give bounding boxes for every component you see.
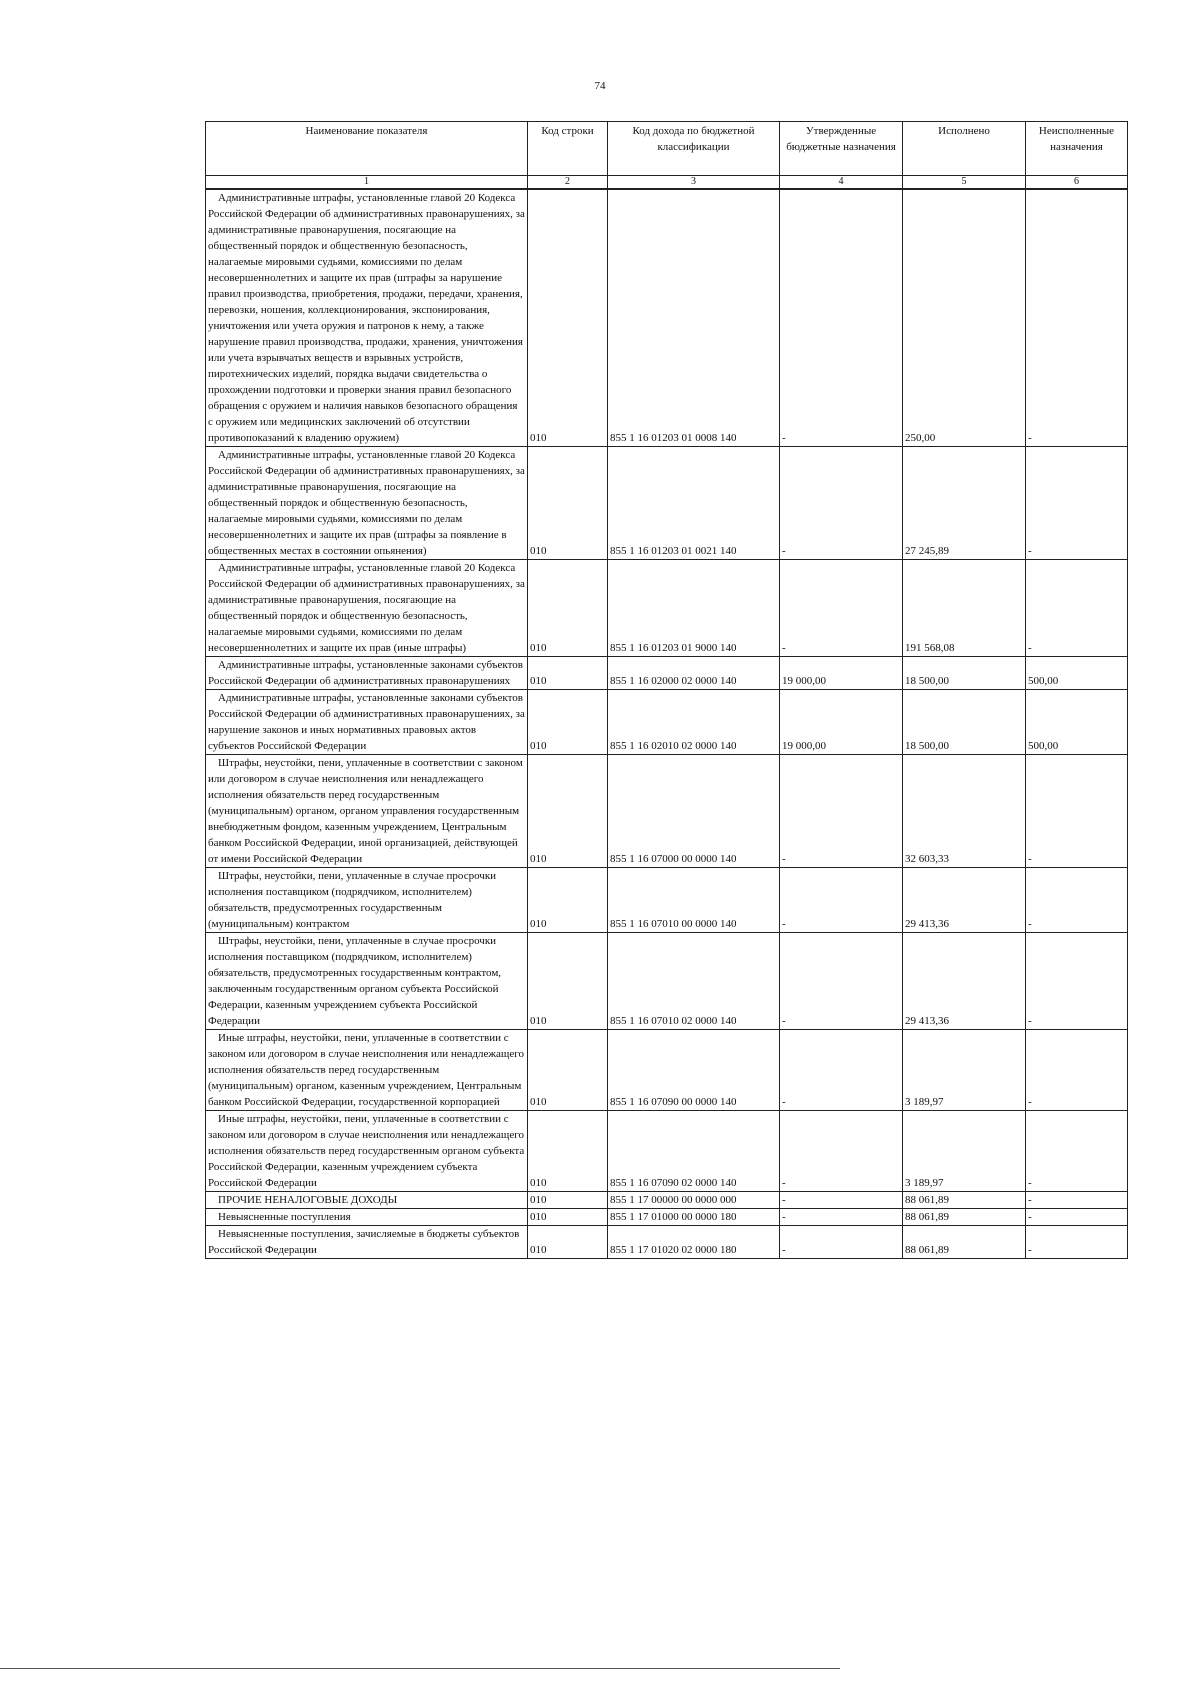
approved-amount: - <box>780 1226 903 1259</box>
unexecuted-amount: - <box>1026 447 1128 560</box>
executed-amount: 191 568,08 <box>903 560 1026 657</box>
row-code: 010 <box>528 690 608 755</box>
table-row <box>206 1111 1128 1192</box>
row-code: 010 <box>528 1209 608 1226</box>
row-code: 010 <box>528 1226 608 1259</box>
column-number-row <box>206 176 1128 190</box>
approved-amount: - <box>780 1192 903 1209</box>
col-header-row-code: Код строки <box>528 122 608 176</box>
indicator-name: Штрафы, неустойки, пени, уплаченные в случае просрочки исполнения поставщиком (подрядчиком, исполнителем) обязательств, предусмотренных государственным (муниципальным) контрактом <box>206 868 528 933</box>
unexecuted-amount: - <box>1026 1030 1128 1111</box>
approved-amount: - <box>780 189 903 447</box>
row-code: 010 <box>528 1111 608 1192</box>
executed-amount: 32 603,33 <box>903 755 1026 868</box>
col-header-executed: Исполнено <box>903 122 1026 176</box>
executed-amount: 88 061,89 <box>903 1226 1026 1259</box>
col-header-income-code: Код дохода по бюджетной классификации <box>608 122 780 176</box>
approved-amount: - <box>780 560 903 657</box>
executed-amount: 88 061,89 <box>903 1192 1026 1209</box>
approved-amount: - <box>780 1111 903 1192</box>
unexecuted-amount: - <box>1026 868 1128 933</box>
indicator-name: Невыясненные поступления <box>206 1209 528 1226</box>
indicator-name: Иные штрафы, неустойки, пени, уплаченные в соответствии с законом или договором в случае неисполнения или ненадлежащего исполнения обязательств перед государственным органом субъекта Российской Федерации, казенным учреждением субъекта Российской Федерации <box>206 1111 528 1192</box>
indicator-name: Иные штрафы, неустойки, пени, уплаченные в соответствии с законом или договором в случае неисполнения или ненадлежащего исполнения обязательств перед государственным (муниципальным) органом, казенным учреждением, Центральным банком Российской Федерации, государственной корпорацией <box>206 1030 528 1111</box>
table-row <box>206 1209 1128 1226</box>
approved-amount: - <box>780 447 903 560</box>
executed-amount: 250,00 <box>903 189 1026 447</box>
unexecuted-amount: - <box>1026 560 1128 657</box>
table-row <box>206 690 1128 755</box>
table-row <box>206 189 1128 447</box>
unexecuted-amount: 500,00 <box>1026 690 1128 755</box>
scan-edge-line <box>0 1668 840 1669</box>
col-header-unexecuted: Неисполненные назначения <box>1026 122 1128 176</box>
unexecuted-amount: - <box>1026 189 1128 447</box>
approved-amount: 19 000,00 <box>780 657 903 690</box>
row-code: 010 <box>528 755 608 868</box>
income-code: 855 1 16 02000 02 0000 140 <box>608 657 780 690</box>
table-row <box>206 868 1128 933</box>
income-code: 855 1 17 01020 02 0000 180 <box>608 1226 780 1259</box>
indicator-name: Административные штрафы, установленные законами субъектов Российской Федерации об административных правонарушениях <box>206 657 528 690</box>
table-row <box>206 755 1128 868</box>
income-code: 855 1 17 00000 00 0000 000 <box>608 1192 780 1209</box>
unexecuted-amount: - <box>1026 933 1128 1030</box>
unexecuted-amount: - <box>1026 1111 1128 1192</box>
executed-amount: 29 413,36 <box>903 868 1026 933</box>
indicator-name: Административные штрафы, установленные главой 20 Кодекса Российской Федерации об административных правонарушениях, за административные правонарушения, посягающие на общественный порядок и общественную безопасность, налагаемые мировыми судьями, комиссиями по делам несовершеннолетних и защите их прав (иные штрафы) <box>206 560 528 657</box>
column-number: 1 <box>206 176 528 190</box>
executed-amount: 18 500,00 <box>903 690 1026 755</box>
table-row <box>206 1192 1128 1209</box>
executed-amount: 27 245,89 <box>903 447 1026 560</box>
table-row <box>206 1226 1128 1259</box>
approved-amount: - <box>780 868 903 933</box>
indicator-name: Административные штрафы, установленные законами субъектов Российской Федерации об административных правонарушениях, за нарушение законов и иных нормативных правовых актов субъектов Российской Федерации <box>206 690 528 755</box>
executed-amount: 18 500,00 <box>903 657 1026 690</box>
income-code: 855 1 16 07090 02 0000 140 <box>608 1111 780 1192</box>
row-code: 010 <box>528 1192 608 1209</box>
unexecuted-amount: 500,00 <box>1026 657 1128 690</box>
table-row <box>206 933 1128 1030</box>
income-code: 855 1 16 07090 00 0000 140 <box>608 1030 780 1111</box>
row-code: 010 <box>528 868 608 933</box>
row-code: 010 <box>528 560 608 657</box>
unexecuted-amount: - <box>1026 1209 1128 1226</box>
row-code: 010 <box>528 447 608 560</box>
column-number: 5 <box>903 176 1026 190</box>
unexecuted-amount: - <box>1026 755 1128 868</box>
table-row <box>206 657 1128 690</box>
approved-amount: 19 000,00 <box>780 690 903 755</box>
unexecuted-amount: - <box>1026 1192 1128 1209</box>
row-code: 010 <box>528 1030 608 1111</box>
approved-amount: - <box>780 1209 903 1226</box>
approved-amount: - <box>780 755 903 868</box>
income-code: 855 1 16 02010 02 0000 140 <box>608 690 780 755</box>
executed-amount: 29 413,36 <box>903 933 1026 1030</box>
income-code: 855 1 16 07000 00 0000 140 <box>608 755 780 868</box>
indicator-name: Невыясненные поступления, зачисляемые в бюджеты субъектов Российской Федерации <box>206 1226 528 1259</box>
executed-amount: 3 189,97 <box>903 1111 1026 1192</box>
income-code: 855 1 16 07010 02 0000 140 <box>608 933 780 1030</box>
indicator-name: Штрафы, неустойки, пени, уплаченные в случае просрочки исполнения поставщиком (подрядчиком, исполнителем) обязательств, предусмотренных государственным контрактом, заключенным государственным органом субъекта Российской Федерации, казенным учреждением субъекта Российской Федерации <box>206 933 528 1030</box>
indicator-name: Административные штрафы, установленные главой 20 Кодекса Российской Федерации об административных правонарушениях, за административные правонарушения, посягающие на общественный порядок и общественную безопасность, налагаемые мировыми судьями, комиссиями по делам несовершеннолетних и защите их прав (штрафы за нарушение правил производства, приобретения, продажи, передачи, хранения, перевозки, ношения, коллекционирования, экспонирования, уничтожения или учета оружия и патронов к нему, а также нарушение правил производства, продажи, хранения, уничтожения или учета взрывчатых веществ и взрывных устройств, пиротехнических изделий, порядка выдачи свидетельства о прохождении подготовки и проверки знания правил безопасного обращения с оружием и наличия навыков безопасного обращения с оружием или медицинских заключений об отсутствии противопоказаний к владению оружием) <box>206 189 528 447</box>
column-number: 3 <box>608 176 780 190</box>
table-body <box>206 176 1128 1259</box>
table-row <box>206 1030 1128 1111</box>
approved-amount: - <box>780 933 903 1030</box>
table-row <box>206 447 1128 560</box>
income-code: 855 1 16 01203 01 0021 140 <box>608 447 780 560</box>
column-number: 4 <box>780 176 903 190</box>
income-code: 855 1 16 07010 00 0000 140 <box>608 868 780 933</box>
executed-amount: 3 189,97 <box>903 1030 1026 1111</box>
approved-amount: - <box>780 1030 903 1111</box>
indicator-name: Административные штрафы, установленные главой 20 Кодекса Российской Федерации об административных правонарушениях, за административные правонарушения, посягающие на общественный порядок и общественную безопасность, налагаемые мировыми судьями, комиссиями по делам несовершеннолетних и защите их прав (штрафы за появление в общественных местах в состоянии опьянения) <box>206 447 528 560</box>
indicator-name: Штрафы, неустойки, пени, уплаченные в соответствии с законом или договором в случае неисполнения или ненадлежащего исполнения обязательств перед государственным (муниципальным) органом, органом управления государственным внебюджетным фондом, казенным учреждением, Центральным банком Российской Федерации, иной организацией, действующей от имени Российской Федерации <box>206 755 528 868</box>
unexecuted-amount: - <box>1026 1226 1128 1259</box>
column-number: 2 <box>528 176 608 190</box>
column-number: 6 <box>1026 176 1128 190</box>
col-header-approved: Утвержденные бюджетные назначения <box>780 122 903 176</box>
table-row <box>206 560 1128 657</box>
page-number: 74 <box>594 80 606 92</box>
table-header-row <box>206 122 1128 176</box>
row-code: 010 <box>528 657 608 690</box>
executed-amount: 88 061,89 <box>903 1209 1026 1226</box>
budget-income-table <box>205 121 1128 1259</box>
col-header-name: Наименование показателя <box>206 122 528 176</box>
row-code: 010 <box>528 189 608 447</box>
income-code: 855 1 16 01203 01 0008 140 <box>608 189 780 447</box>
row-code: 010 <box>528 933 608 1030</box>
income-code: 855 1 17 01000 00 0000 180 <box>608 1209 780 1226</box>
indicator-name: ПРОЧИЕ НЕНАЛОГОВЫЕ ДОХОДЫ <box>206 1192 528 1209</box>
income-code: 855 1 16 01203 01 9000 140 <box>608 560 780 657</box>
